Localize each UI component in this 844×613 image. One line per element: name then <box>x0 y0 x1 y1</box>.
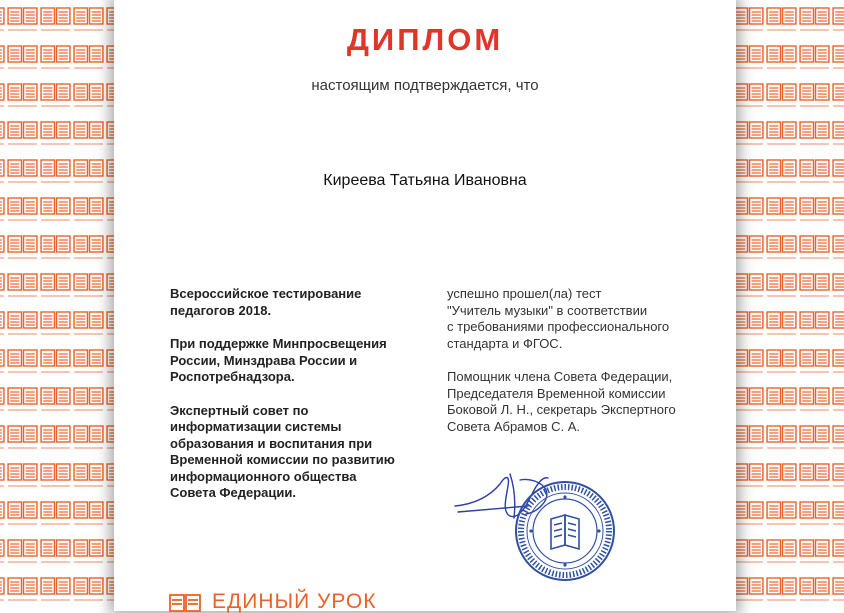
recipient-name: Киреева Татьяна Ивановна <box>323 172 527 189</box>
diploma-title: ДИПЛОМ <box>346 22 504 57</box>
diploma-sheet <box>114 0 736 611</box>
round-seal-icon <box>513 479 617 583</box>
result-text: успешно прошел(ла) тест "Учитель музыки" в соответствии с требованиями профессионального стандарта и ФГОС. <box>447 286 670 351</box>
signatory-text: Помощник члена Совета Федерации, Председателя Временной комиссии Боковой Л. Н., секретарь Экспертного Совета Абрамов С. А. <box>447 369 676 434</box>
diploma-subtitle: настоящим подтверждается, что <box>311 77 539 94</box>
footer-brand: ЕДИНЫЙ УРОК <box>212 590 377 613</box>
footer-logo <box>168 592 376 612</box>
support-text: При поддержке Минпросвещения России, Минздрава России и Роспотребнадзора. <box>170 336 387 384</box>
book-logo-icon <box>168 592 202 612</box>
result-column <box>447 286 727 452</box>
council-text: Экспертный совет по информатизации системы образования и воспитания при Временной комиссии по развитию информационного общества Совета Федерации. <box>170 402 395 500</box>
issuer-column <box>170 286 440 519</box>
event-text: Всероссийское тестирование педагогов 2018. <box>170 286 362 318</box>
